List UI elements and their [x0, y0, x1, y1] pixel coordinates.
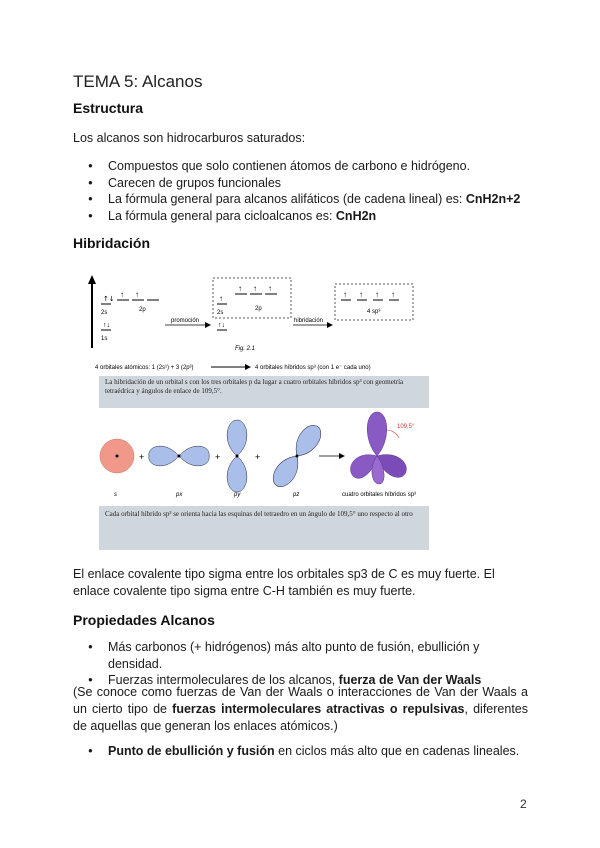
svg-text:↑: ↑: [343, 290, 347, 299]
page-number: 2: [520, 797, 527, 811]
svg-text:↑↓: ↑↓: [103, 322, 110, 329]
svg-text:hibridación: hibridación: [294, 318, 324, 324]
svg-text:pz: pz: [293, 492, 300, 498]
list-item: ● Compuestos que solo contienen átomos de carbono e hidrógeno.: [88, 158, 528, 175]
list-item: ● Más carbonos (+ hidrógenos) más alto punto de fusión, ebullición y densidad.: [88, 639, 528, 672]
energy-axis-arrowhead: [88, 275, 96, 284]
svg-text:2p: 2p: [139, 307, 146, 313]
svg-text:109,5°: 109,5°: [397, 424, 415, 430]
section-heading-hibridacion: Hibridación: [73, 235, 151, 251]
svg-text:2s: 2s: [101, 310, 108, 316]
page-title: TEMA 5: Alcanos: [73, 72, 203, 91]
svg-text:px: px: [176, 492, 183, 498]
svg-text:+: +: [139, 452, 145, 462]
propiedades-list-2: [88, 743, 528, 760]
svg-text:↑: ↑: [238, 284, 242, 293]
svg-text:↑↓: ↑↓: [103, 295, 115, 303]
svg-text:cuatro orbitales híbridos sp³: cuatro orbitales híbridos sp³: [342, 492, 417, 498]
hybridization-figure: ↑↓ ↑ ↑ ↑↓ 2s 2p 1s promoción ↑ ↑ ↑ ↑ ↑↓ 2s2p hibridación ↑ ↑ ↑ ↑ 4 sp³ Fig. 2.1 4 orbitales atómicos: 1 (2s¹) + 3 (2p³) 4 orbitales híbridos sp³ (con 1 e⁻ cada uno) La hibridación de un orbital s con los tres orbitales p da lugar a cuatro orbitales híbridos sp³ con geometría tetraédrica y ángulos de enlace de 109,5°. + + + 109,5° s px py pz cuatro orbitales híbridos sp³ Cada orbital híbrido sp³ se orienta hacia las esquinas del tetraedro en un ángulo de 109,5° uno respecto al otro: [87, 270, 429, 550]
svg-text:Fig. 2.1: Fig. 2.1: [235, 346, 256, 352]
svg-text:promoción: promoción: [171, 318, 200, 324]
svg-text:py: py: [234, 492, 241, 498]
propiedades-note: (Se conoce como fuerzas de Van der Waals o interacciones de Van der Waals a un cierto tipo de fuerzas intermoleculares atractivas o repulsivas, diferentes de aquellas que generan los enlaces atómicos.): [73, 685, 528, 733]
estructura-list: [88, 158, 528, 224]
list-item: ● Punto de ebullición y fusión en ciclos más alto que en cadenas lineales.: [88, 743, 528, 760]
svg-text:+: +: [215, 452, 221, 462]
svg-text:4 orbitales atómicos: 1 (2s¹): 4 orbitales atómicos: 1 (2s¹) + 3 (2p³): [95, 365, 194, 371]
svg-text:+: +: [255, 452, 261, 462]
svg-text:4 sp³: 4 sp³: [367, 309, 381, 315]
svg-text:↑: ↑: [375, 290, 379, 299]
estructura-intro: Los alcanos son hidrocarburos saturados:: [73, 131, 306, 145]
list-item: ● Fuerzas intermoleculares de los alcanos, fuerza de Van der Waals: [88, 672, 528, 689]
excited-state-orbitals: [217, 284, 277, 330]
svg-text:↑: ↑: [135, 290, 139, 299]
svg-text:2p: 2p: [255, 306, 262, 312]
svg-text:4 orbitales híbridos sp³ (con: 4 orbitales híbridos sp³ (con 1 e⁻ cada uno): [255, 365, 371, 371]
svg-text:1s: 1s: [101, 336, 108, 342]
svg-text:↑: ↑: [219, 294, 223, 303]
sp3-orbitals: [341, 290, 399, 315]
propiedades-list: [88, 639, 528, 689]
svg-text:↑: ↑: [253, 284, 257, 293]
section-heading-propiedades: Propiedades Alcanos: [73, 612, 215, 628]
svg-text:↑↓: ↑↓: [218, 322, 225, 329]
list-item: ● Carecen de grupos funcionales: [88, 175, 528, 192]
svg-text:↑: ↑: [359, 290, 363, 299]
list-item: ● La fórmula general para cicloalcanos es: CnH2n: [88, 208, 528, 225]
svg-text:↑: ↑: [268, 284, 272, 293]
svg-text:↑: ↑: [391, 290, 395, 299]
ground-state-orbitals: [101, 290, 159, 342]
svg-text:2s: 2s: [217, 310, 224, 316]
list-item: ● La fórmula general para alcanos alifáticos (de cadena lineal) es: CnH2n+2: [88, 191, 528, 208]
section-heading-estructura: Estructura: [73, 100, 144, 116]
svg-text:↑: ↑: [120, 290, 124, 299]
hibridacion-paragraph: El enlace covalente tipo sigma entre los orbitales sp3 de C es muy fuerte. El enlace covalente tipo sigma entre C-H también es muy fuerte.: [73, 567, 495, 598]
svg-text:s: s: [114, 492, 117, 498]
